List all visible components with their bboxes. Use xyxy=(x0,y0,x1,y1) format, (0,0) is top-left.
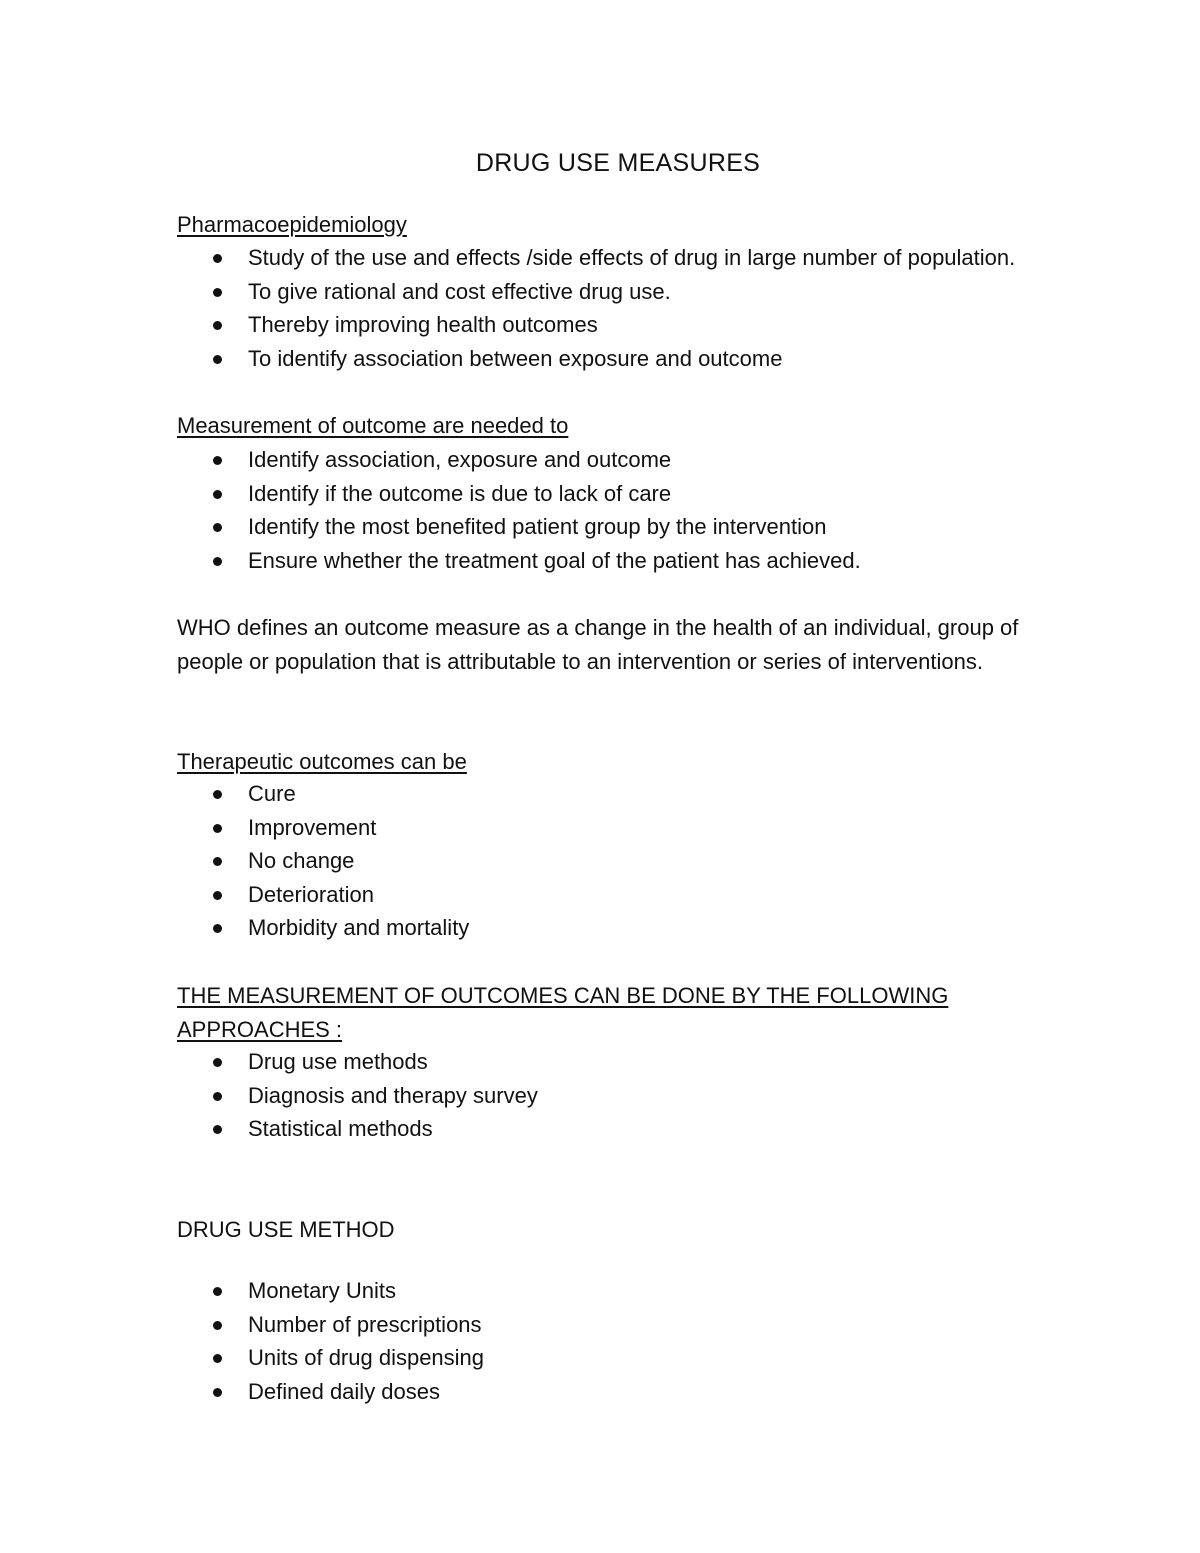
bullet-icon xyxy=(213,557,222,566)
bullet-icon xyxy=(213,1388,222,1397)
pharmacoepidemiology-list xyxy=(177,241,1037,375)
bullet-icon xyxy=(213,321,222,330)
bullet-icon xyxy=(213,254,222,263)
section-heading-approaches: THE MEASUREMENT OF OUTCOMES CAN BE DONE BY THE FOLLOWING APPROACHES : xyxy=(177,983,949,1042)
list-item: Identify association, exposure and outcome xyxy=(177,443,1037,477)
bullet-icon xyxy=(213,490,222,499)
section-heading-pharmacoepidemiology: Pharmacoepidemiology xyxy=(177,212,407,237)
list-item: Cure xyxy=(177,777,1037,811)
list-item: No change xyxy=(177,844,1037,878)
bullet-icon xyxy=(213,924,222,933)
measurement-list xyxy=(177,443,1037,577)
bullet-icon xyxy=(213,857,222,866)
bullet-icon xyxy=(213,824,222,833)
approaches-list xyxy=(177,1045,1037,1146)
bullet-icon xyxy=(213,1321,222,1330)
list-item: Diagnosis and therapy survey xyxy=(177,1079,1037,1113)
list-item: Identify the most benefited patient group by the intervention xyxy=(177,510,1037,544)
drug-use-method-list xyxy=(177,1274,1037,1408)
list-item: Ensure whether the treatment goal of the patient has achieved. xyxy=(177,544,1037,578)
bullet-icon xyxy=(213,355,222,364)
bullet-icon xyxy=(213,523,222,532)
section-heading-therapeutic-outcomes: Therapeutic outcomes can be xyxy=(177,749,467,774)
list-item: Defined daily doses xyxy=(177,1375,1037,1409)
list-item: To identify association between exposure and outcome xyxy=(177,342,1037,376)
page-title: DRUG USE MEASURES xyxy=(475,149,761,177)
bullet-icon xyxy=(213,288,222,297)
bullet-icon xyxy=(213,1354,222,1363)
bullet-icon xyxy=(213,891,222,900)
list-item: To give rational and cost effective drug use. xyxy=(177,275,1037,309)
list-item: Identify if the outcome is due to lack of care xyxy=(177,477,1037,511)
list-item: Number of prescriptions xyxy=(177,1308,1037,1342)
section-heading-drug-use-method: DRUG USE METHOD xyxy=(177,1217,395,1242)
bullet-icon xyxy=(213,1058,222,1067)
list-item: Deterioration xyxy=(177,878,1037,912)
bullet-icon xyxy=(213,1092,222,1101)
list-item: Units of drug dispensing xyxy=(177,1341,1037,1375)
list-item: Improvement xyxy=(177,811,1037,845)
list-item: Thereby improving health outcomes xyxy=(177,308,1037,342)
section-heading-measurement: Measurement of outcome are needed to xyxy=(177,413,569,438)
bullet-icon xyxy=(213,790,222,799)
list-item: Morbidity and mortality xyxy=(177,911,1037,945)
list-item: Statistical methods xyxy=(177,1112,1037,1146)
therapeutic-outcomes-list xyxy=(177,777,1037,945)
who-definition-paragraph: WHO defines an outcome measure as a change in the health of an individual, group of people or population that is attributable to an intervention or series of interventions. xyxy=(177,615,1019,674)
list-item: Monetary Units xyxy=(177,1274,1037,1308)
list-item: Study of the use and effects /side effects of drug in large number of population. xyxy=(177,241,1037,275)
bullet-icon xyxy=(213,1287,222,1296)
bullet-icon xyxy=(213,1125,222,1134)
bullet-icon xyxy=(213,456,222,465)
list-item: Drug use methods xyxy=(177,1045,1037,1079)
